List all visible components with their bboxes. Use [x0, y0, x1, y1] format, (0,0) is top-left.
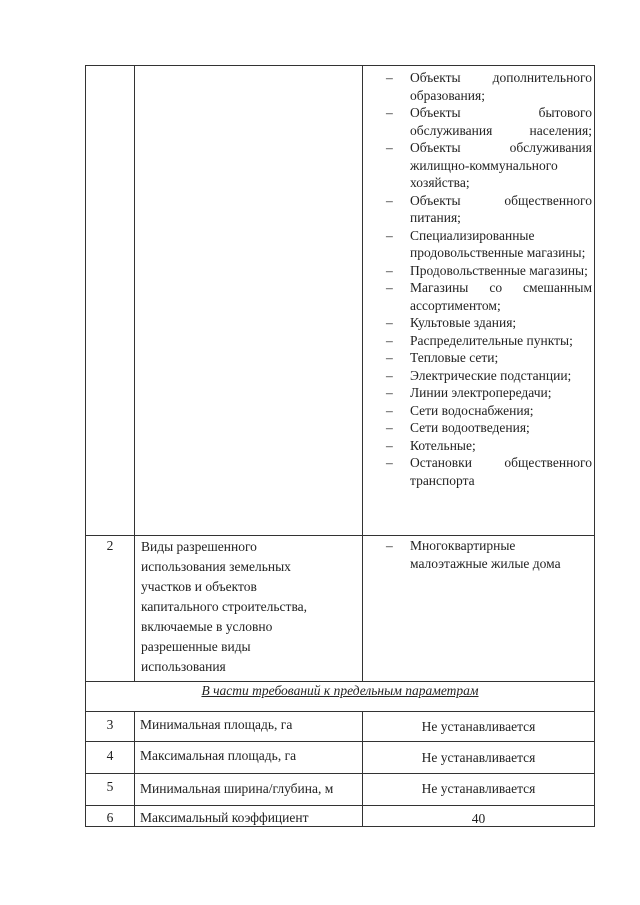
list-item: – Объекты общественного питания; — [386, 192, 592, 225]
list-item: – Сети водоснабжения; — [386, 402, 534, 418]
param-number: 3 — [106, 717, 114, 732]
param-label: Минимальная ширина/глубина, м — [140, 781, 334, 796]
param-label: Минимальная площадь, га — [140, 717, 293, 732]
param-number: 6 — [106, 810, 114, 825]
row-divider-heading — [85, 681, 595, 682]
list-item: – Сети водоотведения; — [386, 420, 530, 435]
list-item: – Продовольственные магазины; — [386, 262, 588, 278]
table-border-left — [85, 65, 86, 827]
table-border-col2 — [362, 65, 363, 681]
table-border-right — [594, 65, 595, 827]
row-number: 2 — [106, 538, 114, 553]
list-item: – Объекты обслуживания жилищно-коммунального хозяйства; — [386, 140, 592, 190]
param-divider-3 — [85, 741, 595, 742]
param-col1-line — [134, 711, 135, 827]
param-value: Не устанавливается — [421, 719, 536, 734]
permitted-uses-list — [386, 69, 592, 489]
list-item: – Культовые здания; — [386, 315, 517, 330]
param-number: 4 — [106, 748, 114, 763]
param-label: Максимальный коэффициент — [140, 810, 309, 825]
list-item: – Котельные; — [386, 437, 476, 453]
param-divider-4 — [85, 773, 595, 774]
list-item: – Специализированные продовольственные магазины; — [386, 227, 586, 260]
param-value: 40 — [471, 811, 486, 826]
list-item: – Тепловые сети; — [386, 350, 499, 365]
list-item: – Остановки общественного транспорта — [386, 455, 592, 488]
list-item: – Линии электропередачи; — [386, 385, 552, 400]
list-item: – Объекты дополнительного образования; — [386, 70, 592, 103]
param-label: Максимальная площадь, га — [140, 748, 297, 763]
param-divider-5 — [85, 805, 595, 806]
row-divider-heading-bottom — [85, 711, 595, 712]
list-item: – Магазины со смешанным ассортиментом; — [386, 280, 592, 313]
table-border-col1 — [134, 65, 135, 681]
row-title: Виды разрешенного использования земельных участков и объектов капитального строительства, включаемые в условно разрешенные виды использования — [141, 539, 308, 674]
row-value: – Многоквартирные малоэтажные жилые дома — [386, 538, 561, 571]
param-number: 5 — [106, 779, 114, 794]
row-divider-2 — [85, 535, 595, 536]
section-heading: В части требований к предельным параметрам — [201, 683, 479, 698]
list-item: – Объекты бытового обслуживания населения; — [386, 105, 592, 138]
table-border-top — [85, 65, 595, 66]
list-item: – Электрические подстанции; — [386, 367, 572, 383]
list-item: – Распределительные пункты; — [386, 332, 573, 348]
param-value: Не устанавливается — [421, 781, 536, 796]
param-value: Не устанавливается — [421, 750, 536, 765]
